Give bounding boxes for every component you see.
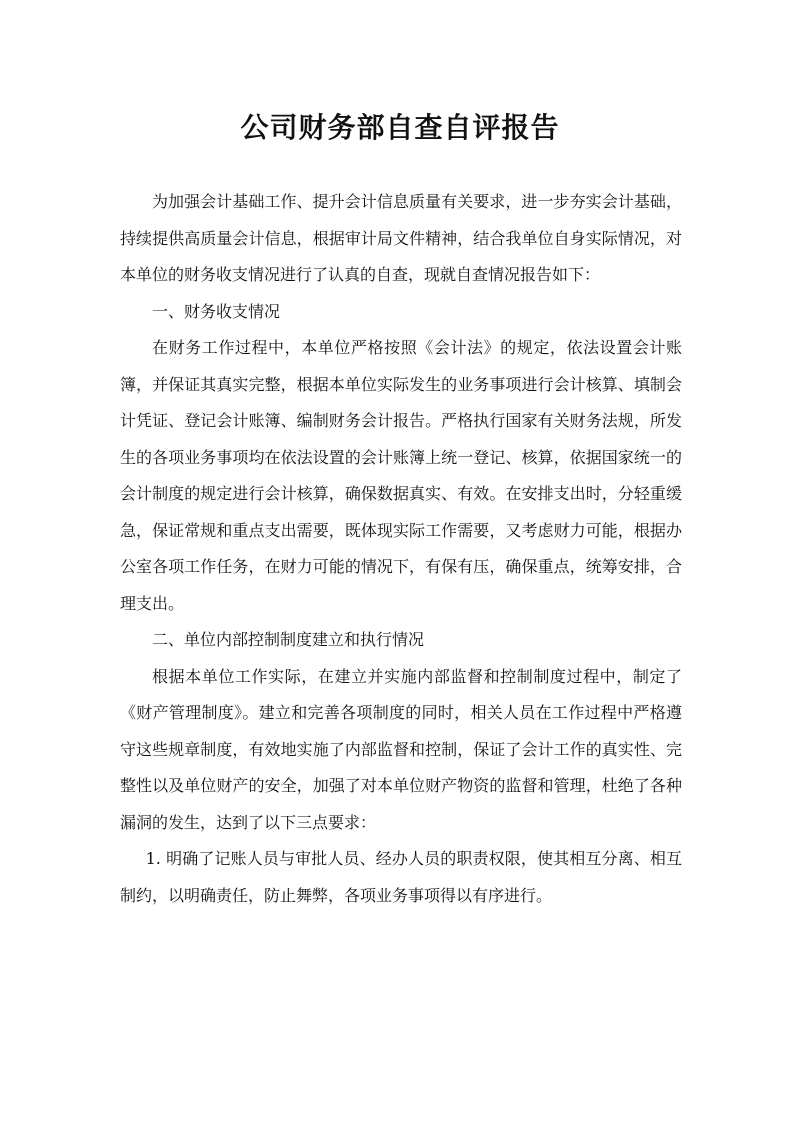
internal-control-paragraph: 根据本单位工作实际，在建立并实施内部监督和控制制度过程中，制定了《财产管理制度》。建立和完善各项制度的同时，相关人员在工作过程中严格遵守这些规章制度，有效地实施了内部监督和控制，保证了会计工作的真实性、完整性以及单位财产的安全，加强了对本单位财产物资的监督和管理，杜绝了各种漏洞的发生，达到了以下三点要求： [120,666,682,832]
income-expense-paragraph: 在财务工作过程中，本单位严格按照《会计法》的规定，依法设置会计账簿，并保证其真实完整，根据本单位实际发生的业务事项进行会计核算、填制会计凭证、登记会计账簿、编制财务会计报告。严格执行国家有关财务法规，所发生的各项业务事项均在依法设置的会计账簿上统一登记、核算，依据国家统一的会计制度的规定进行会计核算，确保数据真实、有效。在安排支出时，分轻重缓急，保证常规和重点支出需要，既体现实际工作需要，又考虑财力可能，根据办公室各项工作任务，在财力可能的情况下，有保有压，确保重点，统筹安排，合理支出。 [120,338,682,613]
list-item-1: 1. 明确了记账人员与审批人员、经办人员的职责权限，使其相互分离、相互制约，以明确责任，防止舞弊，各项业务事项得以有序进行。 [120,849,682,905]
section-heading-internal-control: 二、单位内部控制制度建立和执行情况 [152,630,425,649]
section-heading-income-expense: 一、财务收支情况 [152,301,281,321]
document-body [120,184,682,914]
intro-paragraph: 为加强会计基础工作、提升会计信息质量有关要求，进一步夯实会计基础，持续提供高质量会计信息，根据审计局文件精神，结合我单位自身实际情况，对本单位的财务收支情况进行了认真的自查，现就自查情况报告如下： [120,192,682,284]
page-title: 公司财务部自查自评报告 [240,111,560,144]
